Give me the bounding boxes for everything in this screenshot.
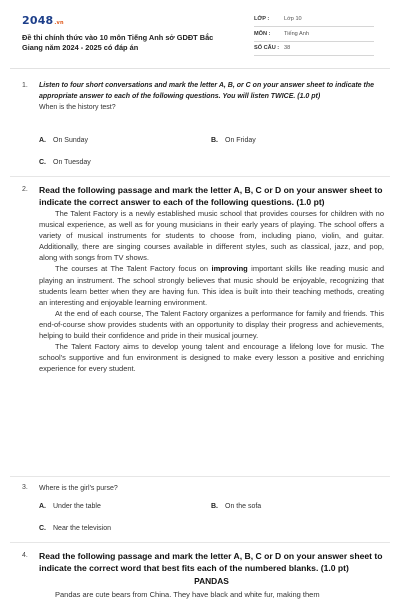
meta-label: MÔN : bbox=[254, 30, 271, 37]
question-stem: Where is the girl's purse? bbox=[39, 485, 118, 492]
question-stem: When is the history test? bbox=[39, 103, 116, 111]
option-text: On Friday bbox=[225, 137, 256, 144]
question-divider bbox=[10, 542, 390, 543]
option-text: On Sunday bbox=[53, 137, 89, 144]
passage-paragraph bbox=[39, 263, 384, 307]
question-body bbox=[39, 550, 384, 600]
passage-title: PANDAS bbox=[194, 576, 229, 586]
option-letter: A. bbox=[39, 503, 46, 510]
option-b[interactable] bbox=[211, 503, 261, 510]
option-c[interactable] bbox=[39, 525, 111, 532]
exam-meta bbox=[254, 15, 374, 59]
passage-paragraph: The Talent Factory aims to develop young talent and encourage a lifelong love for music. The school's supportive and fun environment is designed to make every lesson a positive and enriching experience for every student. bbox=[39, 342, 384, 374]
passage-paragraph: At the end of each course, The Talent Factory organizes a performance for family and friends. This end-of-course show provides students with an opportunity to display their progress and achievements, helping to build their confidence and pride in their musical journey. bbox=[39, 308, 384, 341]
question-number: 3. bbox=[22, 484, 28, 491]
option-letter: B. bbox=[211, 137, 218, 144]
option-a[interactable] bbox=[39, 137, 88, 144]
paragraph-text: The courses at The Talent Factory focus on bbox=[55, 264, 212, 274]
meta-row-subject bbox=[254, 30, 374, 42]
page-title: Đề thi chính thức vào 10 môn Tiếng Anh sở GDĐT Bắc Giang năm 2024 - 2025 có đáp án bbox=[22, 33, 214, 52]
option-text: Near the television bbox=[53, 525, 111, 532]
question-body bbox=[39, 484, 384, 494]
meta-row-count bbox=[254, 44, 374, 56]
question-number: 1. bbox=[22, 82, 28, 89]
option-text: On the sofa bbox=[225, 503, 262, 510]
option-letter: C. bbox=[39, 525, 46, 532]
question-number: 2. bbox=[22, 186, 28, 193]
option-text: Under the table bbox=[53, 503, 101, 510]
reading-passage bbox=[39, 184, 384, 374]
meta-value: Lớp 10 bbox=[284, 16, 302, 22]
passage-paragraph: The Talent Factory is a newly established music school that provides courses for children with no musical experience, as well as for young musicians in their early years of playing. The school offers a variety of musical instruments for students to choose from, including piano, violin, and guitar. Additionally, there are singing courses available in different styles, such as classical, jazz, and pop, along with songs from TV shows. bbox=[39, 209, 384, 263]
passage-first-line: Pandas are cute bears from China. They have black and white fur, making them bbox=[55, 590, 320, 599]
meta-value: Tiếng Anh bbox=[284, 30, 309, 37]
option-letter: A. bbox=[39, 137, 46, 144]
paragraph-text: important skills like reading music and playing an instrument. The school strongly believes that music should be enjoyable, recognizing that students learn better when they are having fun. This idea is built into their teaching methods, creating an interesting and enjoyable learning environment. bbox=[39, 264, 384, 307]
logo-text: 2048 bbox=[22, 14, 54, 27]
meta-row-class bbox=[254, 15, 374, 27]
question-number: 4. bbox=[22, 552, 28, 559]
question-instruction: Read the following passage and mark the letter A, B, C or D on your answer sheet to indicate the correct answer to each of the following questions. (1.0 pt) bbox=[39, 185, 383, 207]
meta-label: LỚP : bbox=[254, 16, 270, 22]
meta-label: SỐ CÂU : bbox=[254, 45, 280, 51]
question-body bbox=[39, 80, 384, 113]
option-letter: C. bbox=[39, 159, 46, 166]
logo-suffix: .vn bbox=[54, 20, 64, 26]
option-text: On Tuesday bbox=[53, 159, 91, 166]
question-instruction: Read the following passage and mark the letter A, B, C or D on your answer sheet to indicate the correct word that best fits each of the numbered blanks. (1.0 pt) bbox=[39, 551, 383, 573]
meta-value: 38 bbox=[284, 45, 291, 51]
site-logo[interactable] bbox=[22, 14, 64, 27]
header-divider bbox=[10, 68, 390, 69]
option-c[interactable] bbox=[39, 159, 91, 166]
highlighted-word: improving bbox=[211, 264, 248, 274]
question-divider bbox=[10, 476, 390, 477]
page-header bbox=[0, 0, 400, 72]
option-b[interactable] bbox=[211, 137, 256, 144]
question-instruction: Listen to four short conversations and mark the letter A, B, or C on your answer sheet to indicate the appropriate answer to each of the following questions. You will listen TWICE. (1.0 pt) bbox=[39, 82, 375, 101]
option-a[interactable] bbox=[39, 503, 101, 510]
option-letter: B. bbox=[211, 503, 218, 510]
question-divider bbox=[10, 176, 390, 177]
